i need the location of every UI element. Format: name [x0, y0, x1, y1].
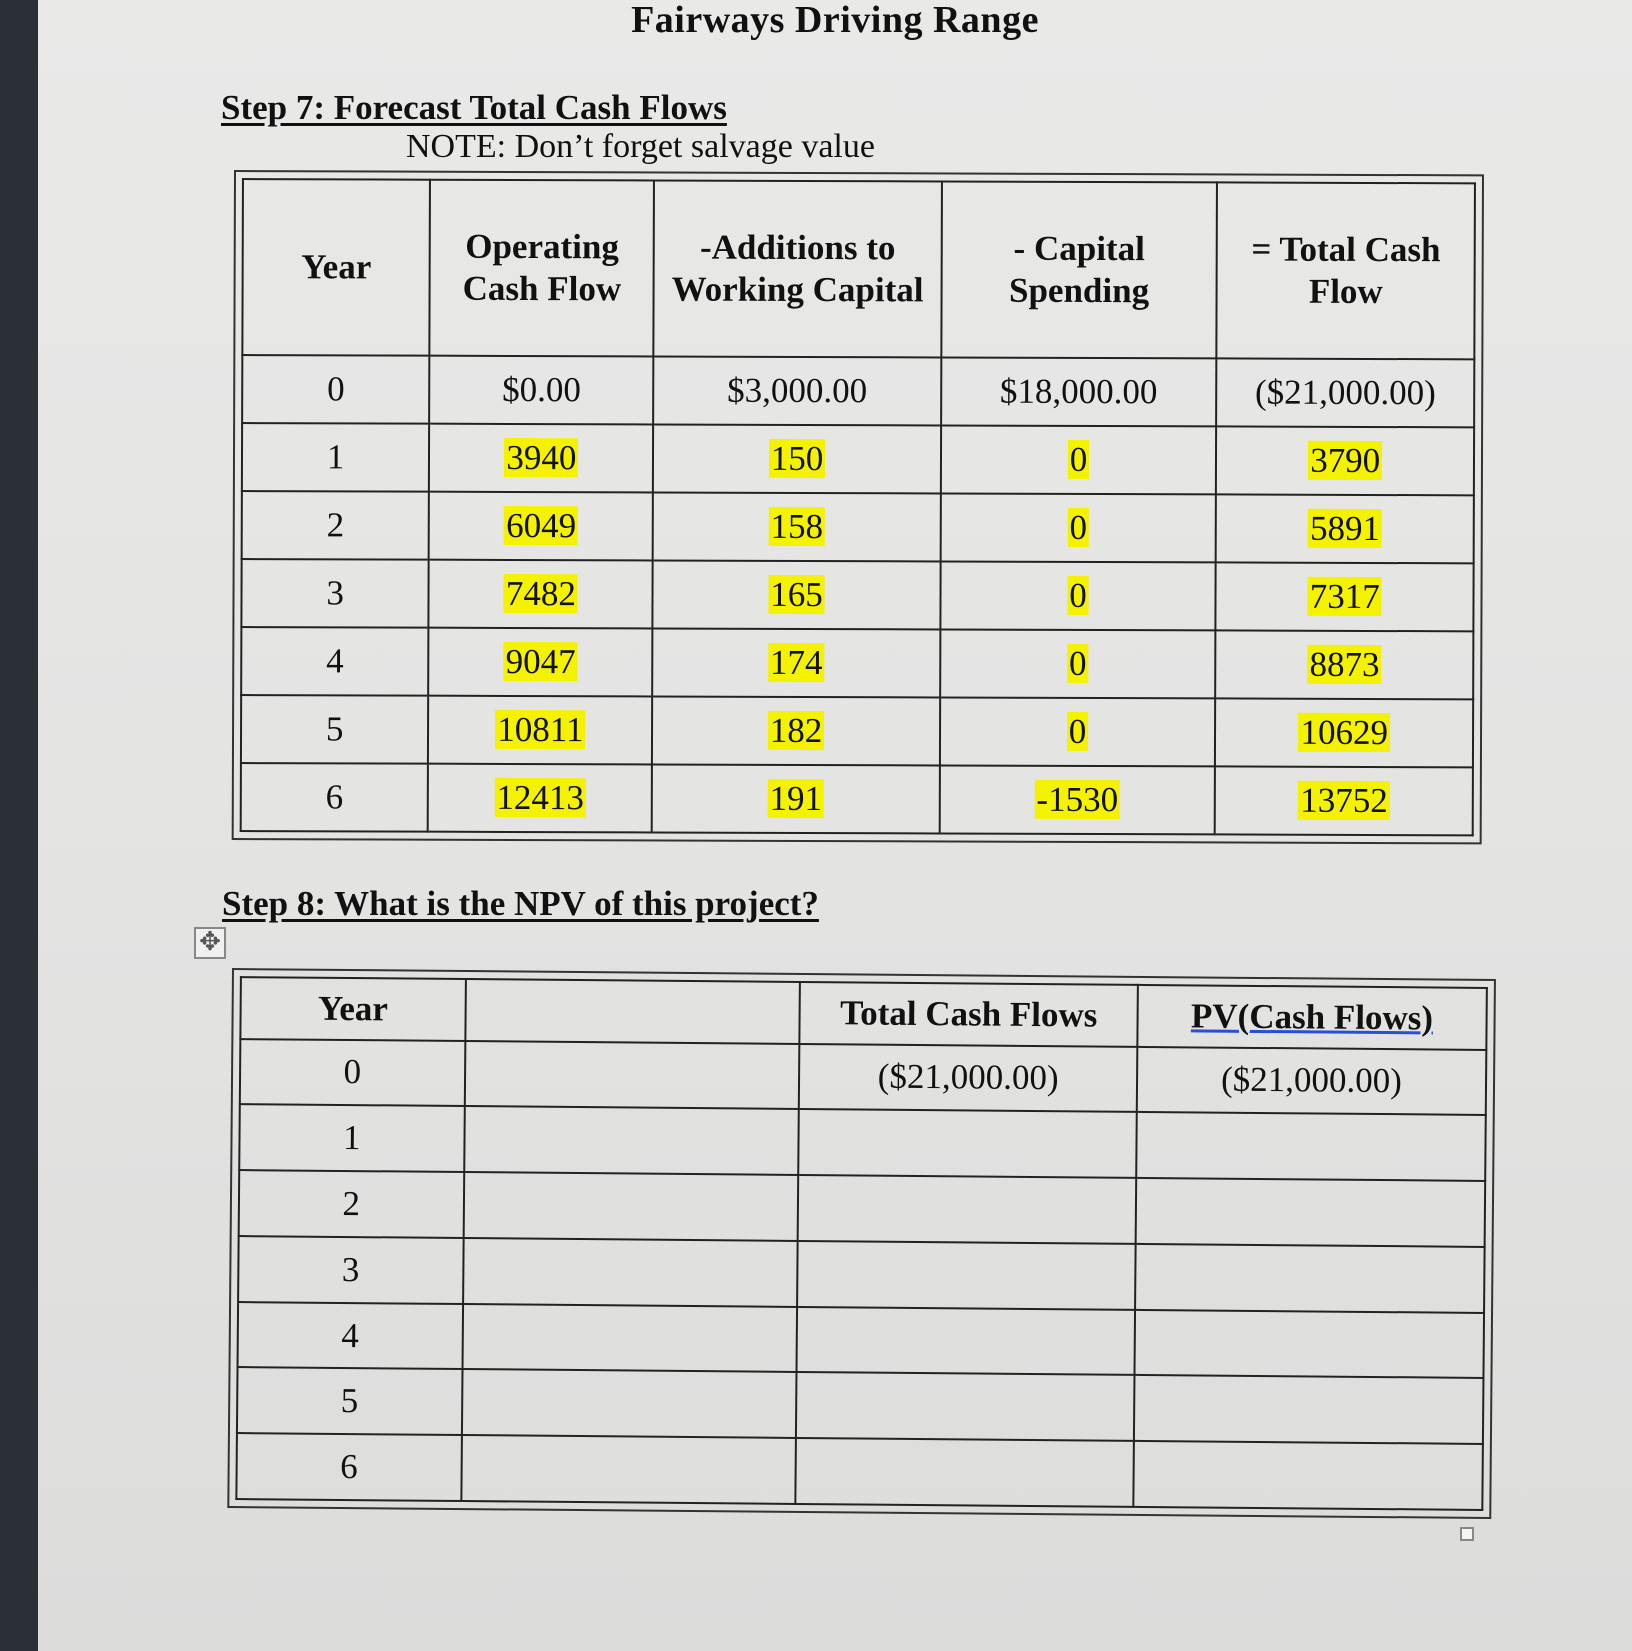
- col-header-year[interactable]: Year: [240, 977, 465, 1041]
- col-header-operating-cash-flow[interactable]: Operating Cash Flow: [430, 180, 655, 357]
- cell-year[interactable]: 1: [242, 423, 429, 492]
- cell-total-cash-flow[interactable]: [1215, 766, 1473, 835]
- cell-blank[interactable]: [464, 1041, 799, 1110]
- col-header-blank[interactable]: [465, 979, 800, 1044]
- cell-total-cash-flow[interactable]: ($21,000.00): [1217, 358, 1475, 427]
- cell-pv-cash-flows[interactable]: ($21,000.00): [1137, 1046, 1487, 1115]
- highlighted-value: 0: [1068, 711, 1087, 751]
- highlighted-value: 6049: [506, 505, 577, 546]
- highlighted-value: 0: [1069, 575, 1087, 615]
- col-header-pv-cash-flows[interactable]: [1137, 985, 1487, 1050]
- cell-total-cash-flows[interactable]: [797, 1307, 1135, 1376]
- highlighted-value: 182: [769, 710, 823, 750]
- cell-total-cash-flow[interactable]: [1216, 630, 1474, 699]
- cell-total-cash-flows[interactable]: [798, 1175, 1136, 1244]
- cell-year[interactable]: 4: [238, 1302, 463, 1370]
- highlighted-value: 13752: [1300, 780, 1388, 820]
- cell-additions-working-capital[interactable]: [653, 424, 940, 493]
- pv-cash-flows-label: PV(Cash Flows): [1190, 996, 1434, 1038]
- table-row: [242, 355, 1474, 427]
- cell-pv-cash-flows[interactable]: [1135, 1178, 1485, 1247]
- highlighted-value: 10629: [1300, 712, 1389, 752]
- cell-capital-spending[interactable]: [940, 629, 1216, 698]
- cell-year[interactable]: 1: [239, 1104, 464, 1172]
- table-row: [241, 695, 1473, 767]
- cell-total-cash-flows[interactable]: [796, 1372, 1134, 1441]
- table-row: [236, 1433, 1483, 1510]
- cell-capital-spending[interactable]: [939, 765, 1215, 834]
- table-row: [241, 559, 1473, 631]
- col-header-additions-working-capital[interactable]: -Additions to Working Capital: [654, 180, 942, 357]
- col-header-total-cash-flows[interactable]: Total Cash Flows: [800, 982, 1138, 1047]
- cell-capital-spending[interactable]: [940, 493, 1216, 562]
- cell-blank[interactable]: [463, 1172, 798, 1241]
- move-handle-icon[interactable]: ✥: [194, 927, 226, 959]
- document-page: [38, 0, 1632, 1651]
- cell-year[interactable]: 6: [236, 1433, 461, 1501]
- cell-year[interactable]: 5: [237, 1367, 462, 1435]
- cell-year[interactable]: 0: [240, 1039, 465, 1107]
- table-row: [242, 491, 1474, 563]
- highlighted-value: 7317: [1309, 576, 1380, 616]
- highlighted-value: 9047: [505, 641, 576, 682]
- highlighted-value: 12413: [496, 777, 584, 818]
- cell-pv-cash-flows[interactable]: [1133, 1441, 1483, 1510]
- cell-additions-working-capital[interactable]: [653, 560, 940, 629]
- table-row: [239, 1104, 1486, 1181]
- cell-pv-cash-flows[interactable]: [1136, 1112, 1486, 1181]
- highlighted-value: -1530: [1036, 779, 1119, 820]
- highlighted-value: 10811: [497, 709, 584, 750]
- cell-additions-working-capital[interactable]: [653, 628, 940, 697]
- cell-total-cash-flows[interactable]: [796, 1438, 1134, 1507]
- cell-operating-cash-flow[interactable]: [429, 424, 653, 493]
- cell-operating-cash-flow[interactable]: [429, 492, 653, 561]
- cell-total-cash-flow[interactable]: [1216, 426, 1474, 495]
- cell-pv-cash-flows[interactable]: [1134, 1375, 1484, 1444]
- cell-year[interactable]: 2: [242, 491, 429, 560]
- cell-operating-cash-flow[interactable]: [428, 696, 652, 765]
- highlighted-value: 174: [769, 642, 823, 683]
- cell-total-cash-flows[interactable]: ($21,000.00): [799, 1044, 1137, 1113]
- cell-year[interactable]: 3: [238, 1236, 463, 1304]
- highlighted-value: 165: [770, 574, 823, 615]
- cash-flow-table: [232, 170, 1484, 844]
- highlighted-value: 158: [770, 506, 824, 547]
- cell-total-cash-flows[interactable]: [799, 1109, 1137, 1178]
- table-row: [240, 1039, 1487, 1116]
- cell-additions-working-capital[interactable]: $3,000.00: [654, 356, 941, 425]
- cell-blank[interactable]: [463, 1238, 798, 1307]
- cell-operating-cash-flow[interactable]: [428, 628, 652, 697]
- cell-total-cash-flow[interactable]: [1215, 698, 1473, 767]
- cell-year[interactable]: 6: [241, 763, 428, 832]
- cell-capital-spending[interactable]: $18,000.00: [941, 357, 1217, 426]
- cell-additions-working-capital[interactable]: [652, 696, 939, 765]
- highlighted-value: 8873: [1309, 644, 1380, 684]
- cell-year[interactable]: 2: [239, 1170, 464, 1238]
- col-header-year[interactable]: Year: [242, 179, 430, 356]
- step7-heading: Step 7: Forecast Total Cash Flows: [221, 88, 727, 127]
- highlighted-value: 150: [770, 438, 824, 479]
- table-row: [238, 1302, 1485, 1379]
- cell-capital-spending[interactable]: [940, 425, 1216, 494]
- table-row: [241, 627, 1473, 699]
- cell-total-cash-flow[interactable]: [1216, 562, 1474, 631]
- table-header-row: [242, 179, 1475, 359]
- cell-year[interactable]: 3: [241, 559, 428, 628]
- col-header-capital-spending[interactable]: - Capital Spending: [941, 181, 1218, 358]
- cell-blank[interactable]: [462, 1304, 797, 1373]
- cell-total-cash-flows[interactable]: [797, 1241, 1135, 1310]
- cell-operating-cash-flow[interactable]: [428, 764, 652, 833]
- cell-operating-cash-flow[interactable]: [429, 560, 653, 629]
- cell-capital-spending[interactable]: [939, 697, 1215, 766]
- highlighted-value: 7482: [505, 573, 576, 614]
- table-row: [238, 1236, 1485, 1313]
- cell-total-cash-flow[interactable]: [1216, 494, 1474, 563]
- highlighted-value: 3940: [506, 437, 577, 478]
- resize-handle-icon[interactable]: [1460, 1527, 1474, 1541]
- cell-year[interactable]: 0: [242, 355, 429, 424]
- table-header-row: [240, 977, 1486, 1049]
- cell-operating-cash-flow[interactable]: $0.00: [429, 356, 653, 425]
- highlighted-value: 5891: [1309, 508, 1381, 548]
- table-row: [241, 763, 1473, 835]
- cell-blank[interactable]: [461, 1435, 796, 1504]
- cell-year[interactable]: 5: [241, 695, 428, 764]
- highlighted-value: 0: [1068, 643, 1087, 683]
- step8-heading: Step 8: What is the NPV of this project?: [222, 884, 819, 923]
- col-header-total-cash-flow[interactable]: = Total Cash Flow: [1217, 182, 1475, 359]
- highlighted-value: 0: [1069, 439, 1088, 479]
- cell-capital-spending[interactable]: [940, 561, 1216, 630]
- cell-year[interactable]: 4: [241, 627, 428, 696]
- npv-table: [227, 968, 1496, 1519]
- highlighted-value: 3790: [1310, 440, 1381, 481]
- cell-additions-working-capital[interactable]: [652, 764, 939, 833]
- table-row: [242, 423, 1474, 495]
- highlighted-value: 191: [769, 778, 823, 819]
- cell-pv-cash-flows[interactable]: [1135, 1244, 1485, 1313]
- document-title: Fairways Driving Range: [631, 0, 1039, 41]
- salvage-note: NOTE: Don’t forget salvage value: [406, 128, 875, 165]
- highlighted-value: 0: [1069, 507, 1088, 547]
- table-row: [239, 1170, 1486, 1247]
- cell-blank[interactable]: [461, 1369, 796, 1438]
- cell-additions-working-capital[interactable]: [653, 492, 940, 561]
- cell-blank[interactable]: [464, 1106, 799, 1175]
- cell-pv-cash-flows[interactable]: [1134, 1310, 1484, 1379]
- table-row: [237, 1367, 1484, 1444]
